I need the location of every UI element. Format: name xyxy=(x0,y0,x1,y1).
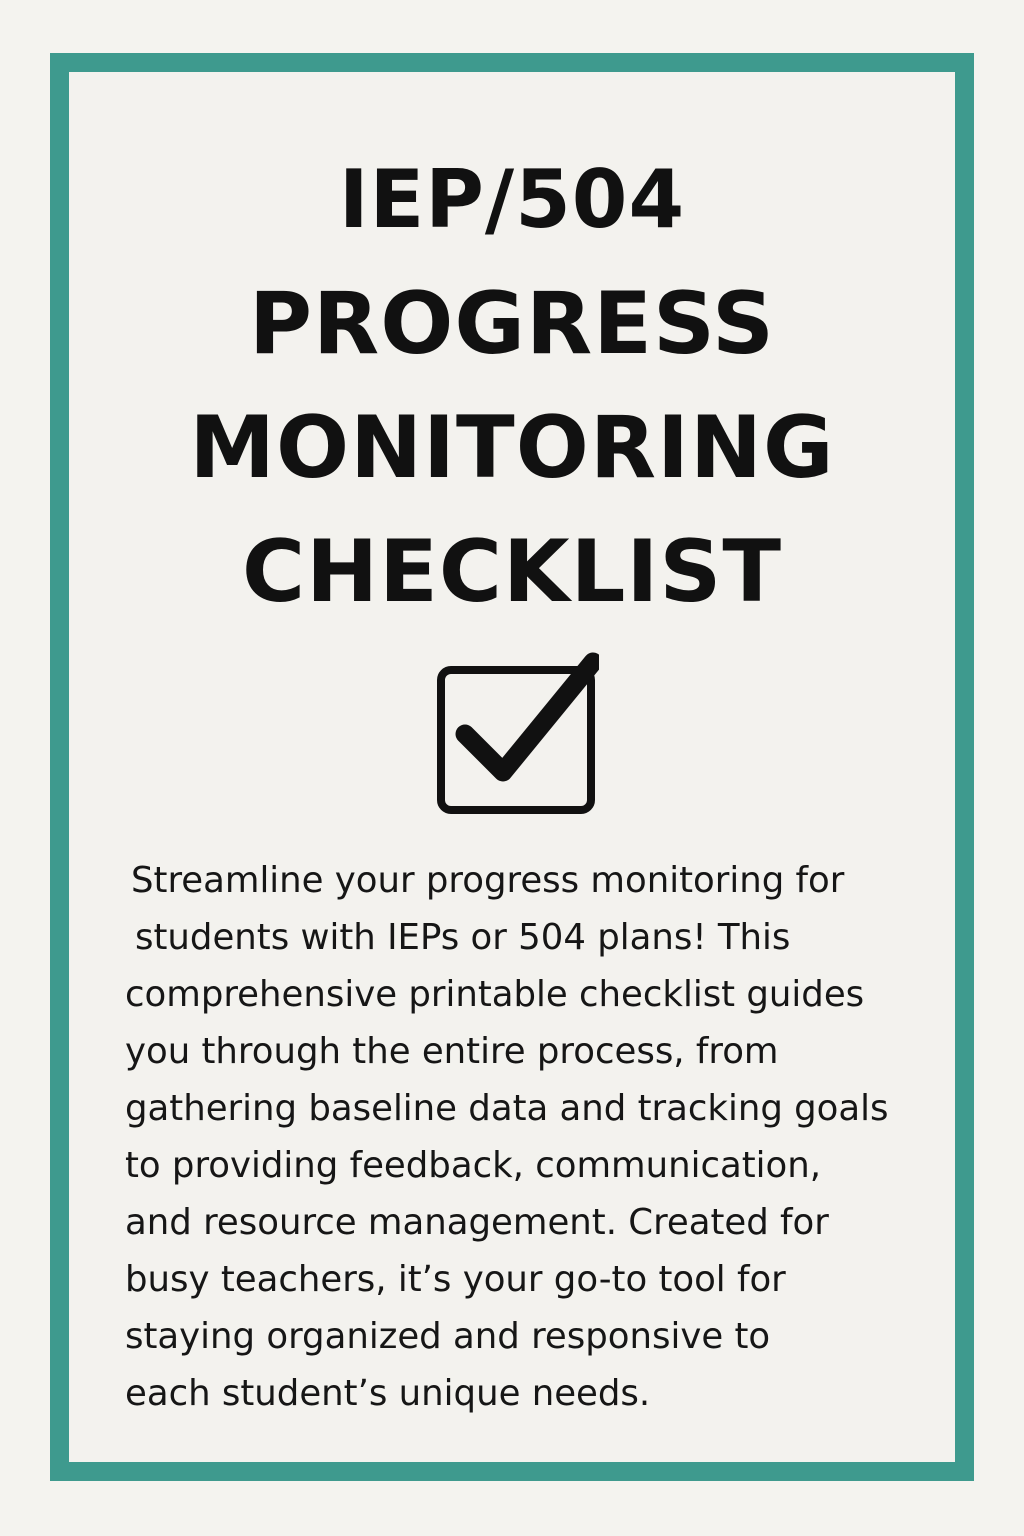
description-line: staying organized and responsive to xyxy=(125,1316,771,1357)
title-line-3: MONITORING xyxy=(189,398,835,498)
description-line: students with IEPs or 504 plans! This xyxy=(135,917,791,958)
description-line: and resource management. Created for xyxy=(125,1202,829,1243)
title-line-1: IEP/504 xyxy=(338,153,686,246)
description-line: you through the entire process, from xyxy=(125,1031,779,1072)
title-line-4: CHECKLIST xyxy=(242,522,782,622)
title-line-2: PROGRESS xyxy=(249,274,775,374)
checkbox-checked-icon xyxy=(429,652,599,822)
description-line: to providing feedback, communication, xyxy=(125,1145,822,1186)
description-line: gathering baseline data and tracking goals xyxy=(125,1088,889,1129)
description-line: busy teachers, it’s your go-to tool for xyxy=(125,1259,786,1300)
description-line: comprehensive printable checklist guides xyxy=(125,974,865,1015)
description-line: Streamline your progress monitoring for xyxy=(131,860,845,901)
page-title xyxy=(69,138,955,634)
card-frame xyxy=(50,53,974,1481)
description xyxy=(125,852,955,1422)
description-line: each student’s unique needs. xyxy=(125,1373,651,1414)
